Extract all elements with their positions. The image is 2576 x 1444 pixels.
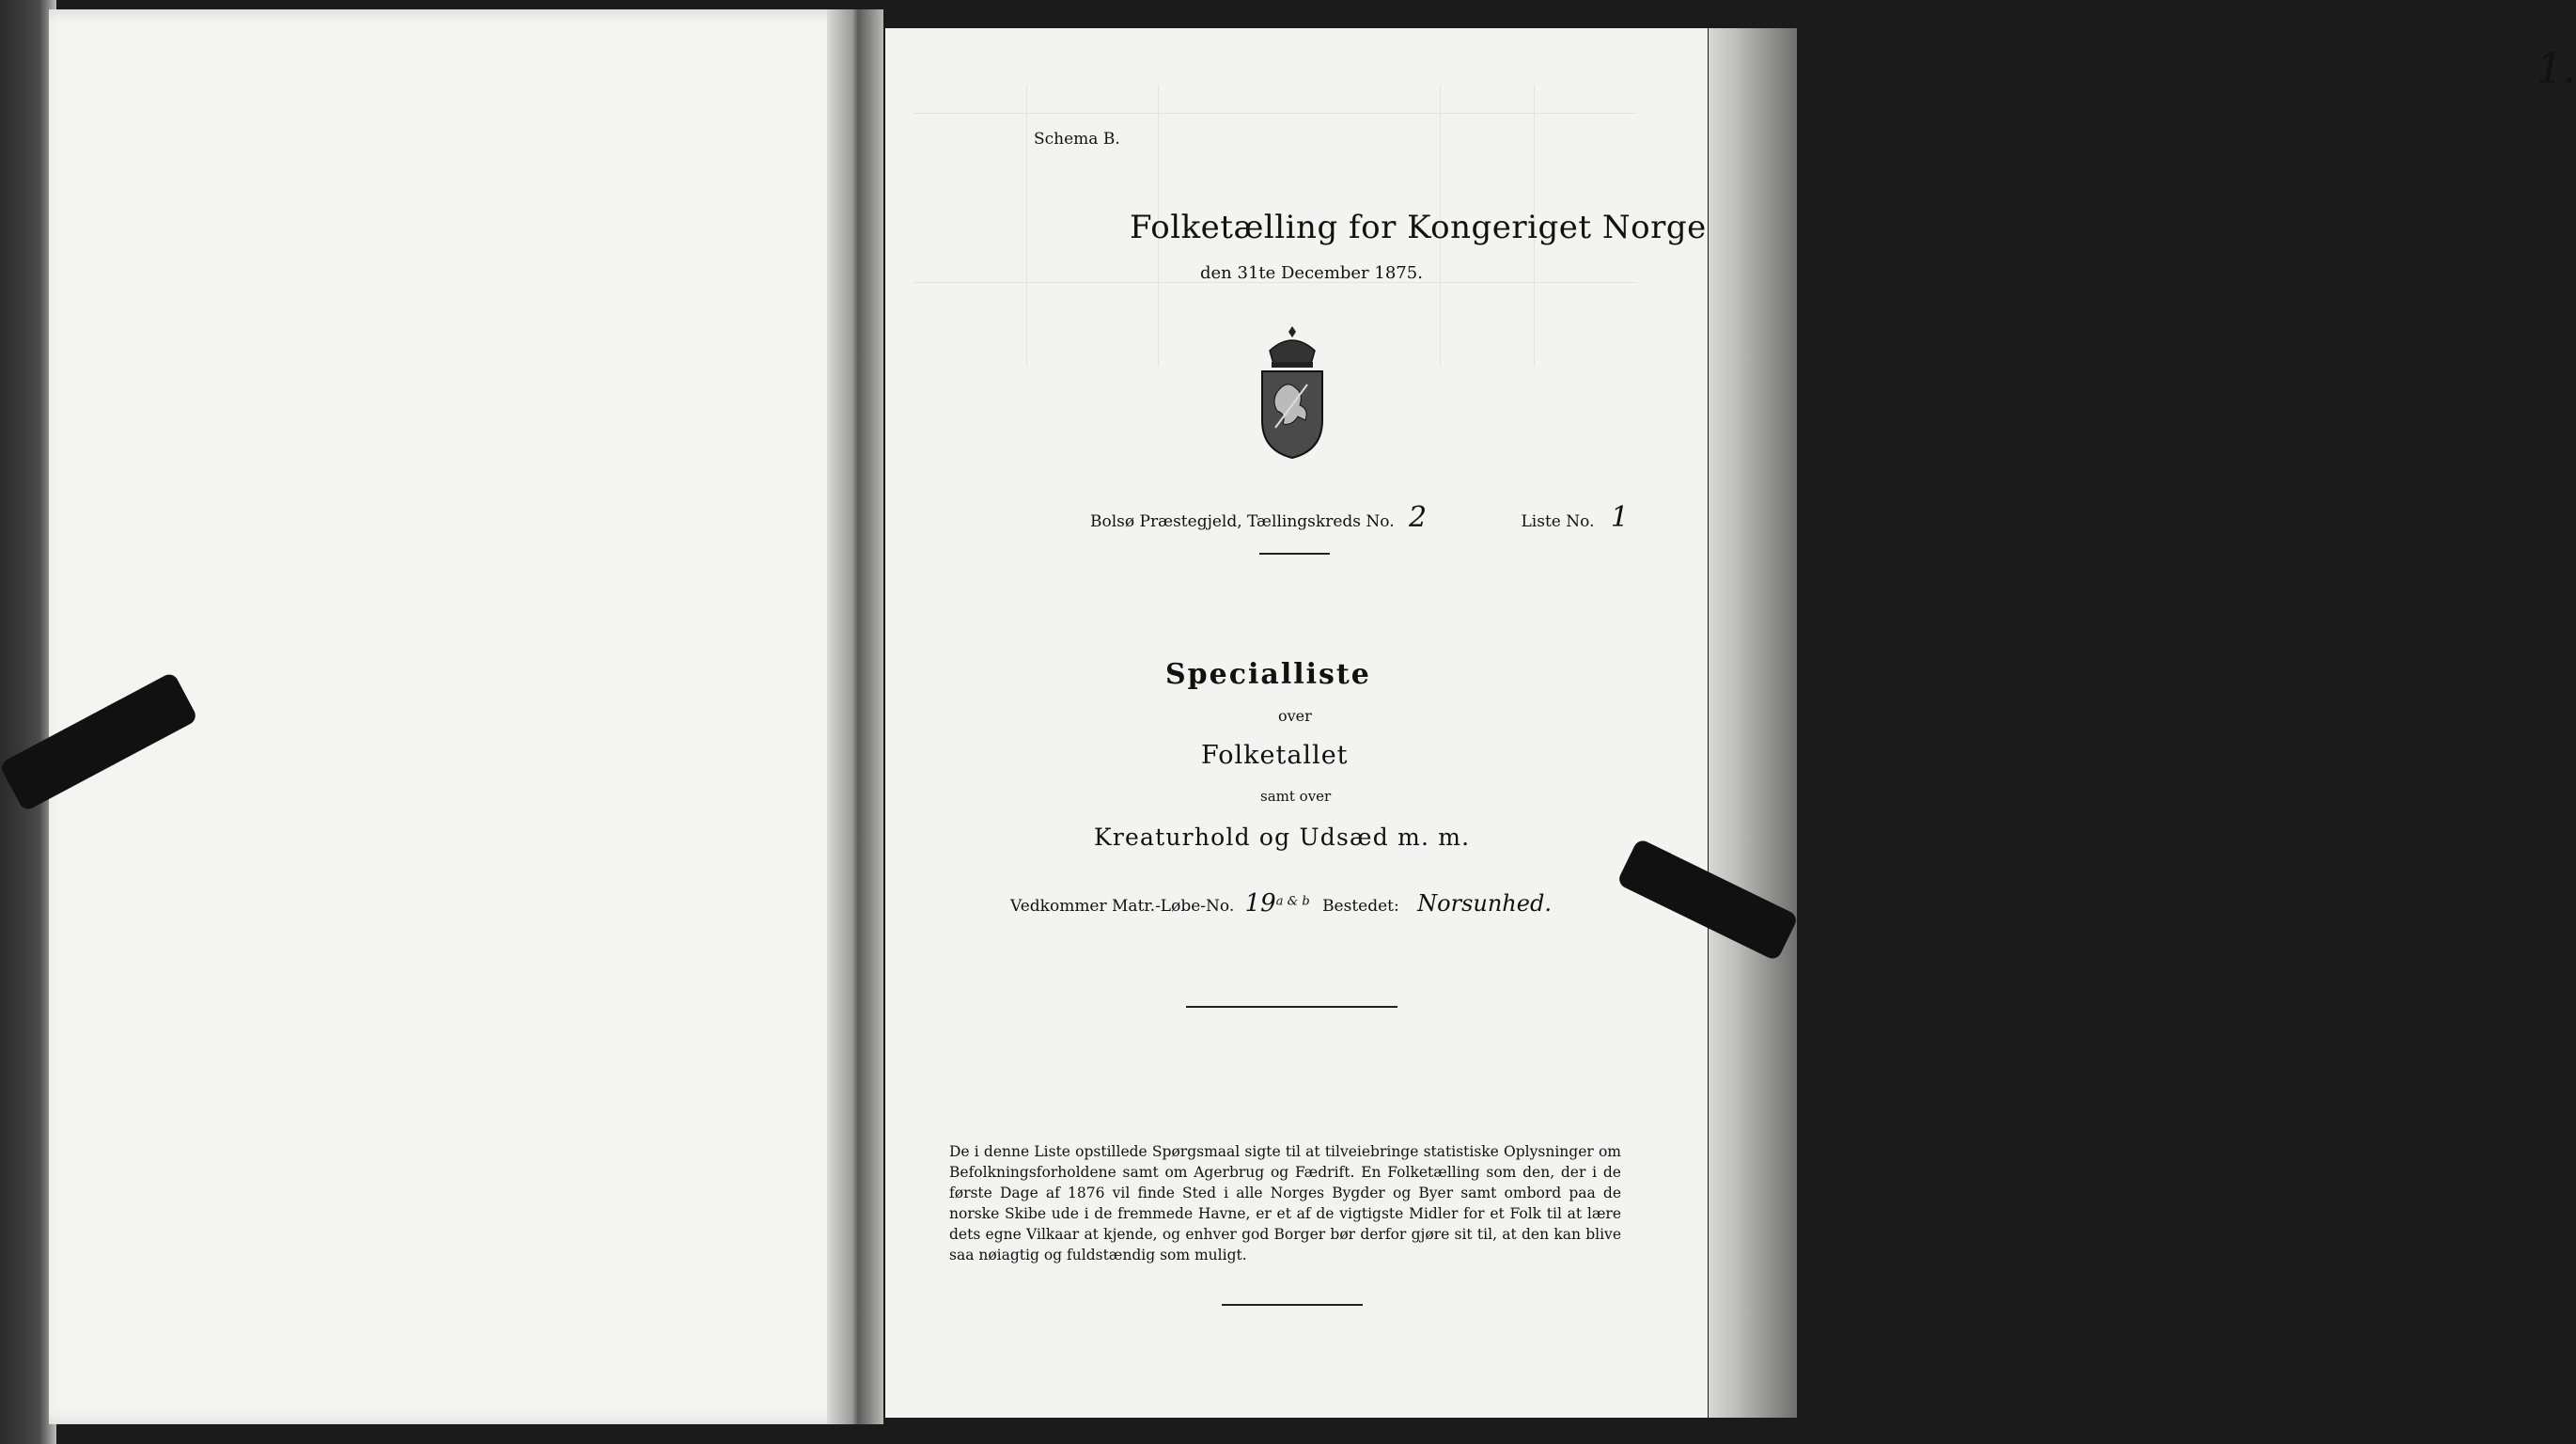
- divider-rule: [1259, 553, 1330, 555]
- place-name: Norsunhed.: [1417, 890, 1552, 917]
- census-form-page: [885, 28, 2576, 1418]
- matr-suffix: a & b: [1275, 894, 1310, 909]
- matr-label: Vedkommer Matr.-Løbe-No.: [1010, 897, 1235, 916]
- divider-rule-2: [1186, 1006, 1397, 1008]
- norway-coat-of-arms-icon: [1249, 324, 1335, 461]
- form-date: den 31te December 1875.: [1200, 263, 1423, 283]
- kreaturhold-heading: Kreaturhold og Udsæd m. m.: [1094, 824, 1471, 851]
- intro-paragraph: De i denne Liste opstillede Spørgsmaal sigte til at tilveiebringe statistiske Oplysninger om Befolkningsforholdene samt om Agerbrug og Fædrift. En Folketælling som den, der i de første Dage af 1876 vil finde Sted i alle Norges Bygder og Byer samt ombord paa de norske Skibe ude i de fremmede Havne, er et af de vigtigste Midler for et Folk til at lære dets egne Vilkaar at kjende, og enhver god Borger bør derfor gjøre sit til, at den kan blive saa nøiagtig og fuldstændig som muligt.: [949, 1143, 1621, 1264]
- property-line: [1010, 889, 1552, 918]
- parish-district-label: Bolsø Præstegjeld, Tællingskreds No.: [1090, 512, 1395, 531]
- folketallet-heading: Folketallet: [1201, 741, 1349, 770]
- page-number: 1.: [2537, 45, 2576, 93]
- form-title: Folketælling for Kongeriget Norge: [1130, 209, 1707, 246]
- book-gutter: [827, 9, 883, 1424]
- list-label: Liste No.: [1521, 512, 1595, 531]
- place-label: Bestedet:: [1322, 897, 1399, 916]
- book-left-edge: [0, 0, 56, 1444]
- book-right-edge: [1709, 28, 1797, 1418]
- matr-number: 19: [1244, 889, 1276, 918]
- list-number: 1: [1610, 501, 1629, 534]
- location-line: [1090, 501, 1629, 534]
- specialliste-heading: Specialliste: [1165, 658, 1371, 691]
- district-number: 2: [1409, 501, 1428, 534]
- divider-rule-3: [1222, 1304, 1363, 1306]
- samt-over-text: samt over: [1260, 788, 1332, 805]
- over-text: over: [1278, 707, 1312, 725]
- schema-label: Schema B.: [1034, 130, 1120, 149]
